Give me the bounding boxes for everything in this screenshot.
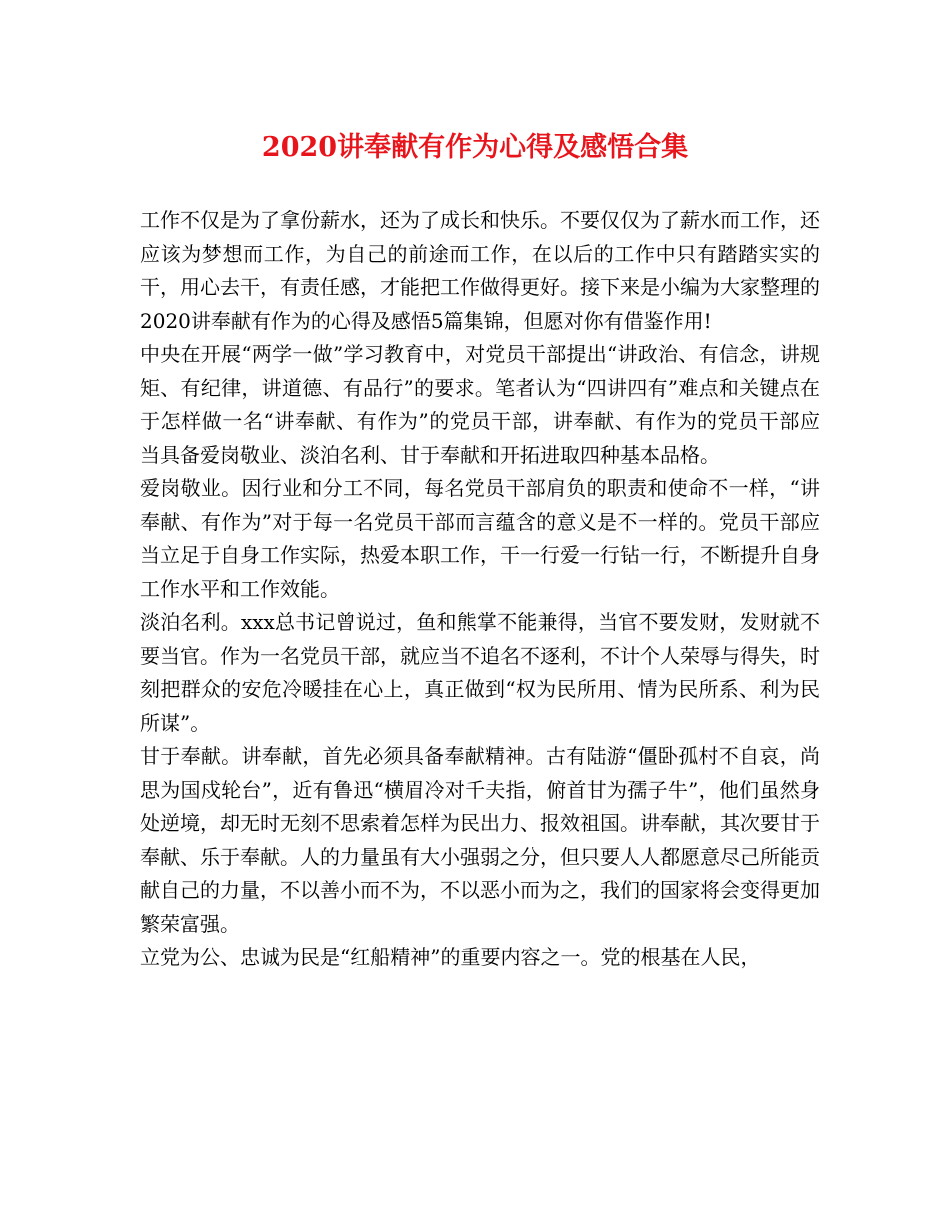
paragraph-intro: 工作不仅是为了拿份薪水，还为了成长和快乐。不要仅仅为了薪水而工作，还应该为梦想而工作，为自己的前途而工作，在以后的工作中只有踏踏实实的干，用心去干，有责任感，才能把工作做得更好。接下来是小编为大家整理的2020讲奉献有作为的心得及感悟5篇集锦，但愿对你有借鉴作用! <box>140 208 820 333</box>
paragraph-indifferent-to-fame: 淡泊名利。xxx总书记曾说过，鱼和熊掌不能兼得，当官不要发财，发财就不要当官。作为一名党员干部，就应当不追名不逐利，不计个人荣辱与得失，时刻把群众的安危冷暖挂在心上，真正做到“权为民所用、情为民所系、利为民所谋”。 <box>140 610 820 735</box>
paragraph-central-requirements: 中央在开展“两学一做”学习教育中，对党员干部提出“讲政治、有信念，讲规矩、有纪律，讲道德、有品行”的要求。笔者认为“四讲四有”难点和关键点在于怎样做一名“讲奉献、有作为”的党员干部，讲奉献、有作为的党员干部应当具备爱岗敬业、淡泊名利、甘于奉献和开拓进取四种基本品格。 <box>140 342 820 467</box>
document-body <box>140 204 820 975</box>
document-title: 2020讲奉献有作为心得及感悟合集 <box>261 132 689 163</box>
paragraph-willing-to-dedicate: 甘于奉献。讲奉献，首先必须具备奉献精神。古有陆游“僵卧孤村不自哀，尚思为国戍轮台”，近有鲁迅“横眉冷对千夫指，俯首甘为孺子牛”，他们虽然身处逆境，却无时无刻不思索着怎样为民出力、报效祖国。讲奉献，其次要甘于奉献、乐于奉献。人的力量虽有大小强弱之分，但只要人人都愿意尽己所能贡献自己的力量，不以善小而不为，不以恶小而为之，我们的国家将会变得更加繁荣富强。 <box>140 744 820 936</box>
paragraph-red-boat-spirit: 立党为公、忠诚为民是“红船精神”的重要内容之一。党的根基在人民， <box>140 945 761 969</box>
paragraph-love-job: 爱岗敬业。因行业和分工不同，每名党员干部肩负的职责和使命不一样，“讲奉献、有作为”对于每一名党员干部而言蕴含的意义是不一样的。党员干部应当立足于自身工作实际，热爱本职工作，干一行爱一行钻一行，不断提升自身工作水平和工作效能。 <box>140 476 820 601</box>
